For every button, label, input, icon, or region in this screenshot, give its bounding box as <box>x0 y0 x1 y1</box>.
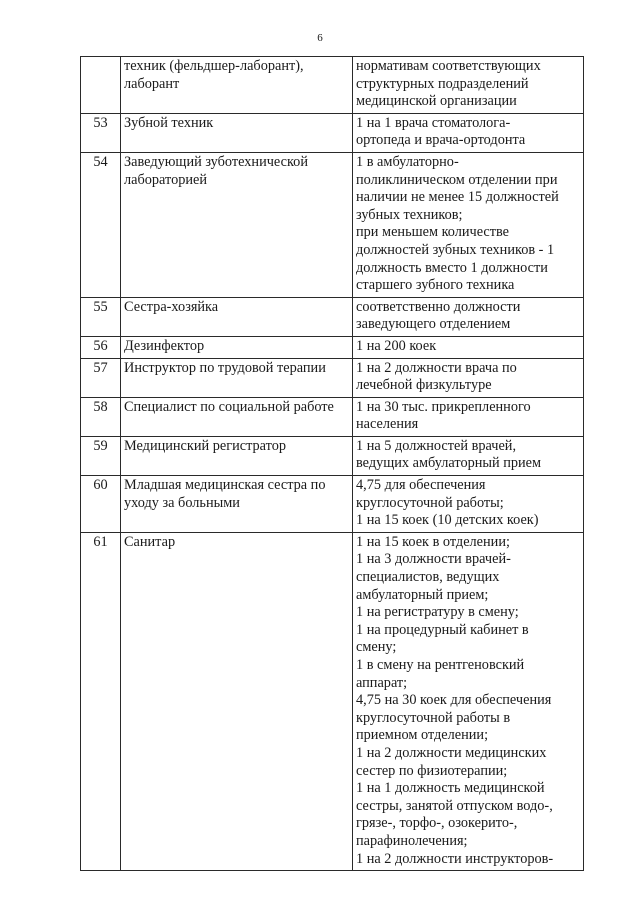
norm-line: амбулаторный прием; <box>356 586 489 603</box>
norm-line: ортопеда и врача-ортодонта <box>356 132 526 149</box>
table-row <box>81 297 584 336</box>
norm-line: 1 на регистратуру в смену; <box>356 604 519 621</box>
norm-line: 1 на 200 коек <box>356 337 437 354</box>
staffing-norm <box>353 152 584 297</box>
position-title <box>121 532 353 870</box>
staffing-norm <box>353 476 584 533</box>
table-row <box>81 476 584 533</box>
row-number: 53 <box>81 113 121 152</box>
position-title <box>121 57 353 114</box>
norm-line: 1 на процедурный кабинет в <box>356 621 529 638</box>
norm-line: 1 на 2 должности врача по <box>356 359 517 376</box>
staffing-norm <box>353 358 584 397</box>
position-line: Заведующий зуботехнической <box>124 153 308 170</box>
norm-line: населения <box>356 416 419 433</box>
norm-line: специалистов, ведущих <box>356 569 500 586</box>
norm-line: 1 на 3 должности врачей- <box>356 551 511 568</box>
position-title <box>121 336 353 358</box>
position-title <box>121 476 353 533</box>
norm-line: смену; <box>356 639 397 656</box>
norm-line: грязе-, торфо-, озокерито-, <box>356 815 518 832</box>
position-title <box>121 152 353 297</box>
position-line: Дезинфектор <box>124 337 205 354</box>
row-number: 54 <box>81 152 121 297</box>
staffing-norm <box>353 57 584 114</box>
norm-line: 1 на 2 должности инструкторов- <box>356 850 554 867</box>
position-line: техник (фельдшер-лаборант), <box>124 58 304 74</box>
norm-line: поликлиническом отделении при <box>356 171 558 188</box>
position-title <box>121 297 353 336</box>
position-line: Сестра-хозяйка <box>124 298 219 315</box>
norm-line: заведующего отделением <box>356 316 511 333</box>
norm-line: соответственно должности <box>356 298 521 315</box>
position-title <box>121 358 353 397</box>
row-number: 56 <box>81 336 121 358</box>
norm-line: 1 на 1 должность медицинской <box>356 780 545 797</box>
table-body <box>81 57 584 871</box>
table-row <box>81 113 584 152</box>
norm-line: при меньшем количестве <box>356 224 510 241</box>
staffing-norm <box>353 397 584 436</box>
position-line: лаборант <box>124 75 180 92</box>
norm-line: парафинолечения; <box>356 832 468 849</box>
position-line: Специалист по социальной работе <box>124 398 334 415</box>
staffing-norm <box>353 436 584 475</box>
staffing-norm <box>353 297 584 336</box>
norm-line: 1 на 5 должностей врачей, <box>356 437 517 454</box>
position-title <box>121 113 353 152</box>
norm-line: ведущих амбулаторный прием <box>356 455 542 472</box>
row-number: 60 <box>81 476 121 533</box>
table-row <box>81 358 584 397</box>
position-line: Санитар <box>124 533 176 550</box>
row-number: 57 <box>81 358 121 397</box>
norm-line: нормативам соответствующих <box>356 58 541 74</box>
position-line: уходу за больными <box>124 494 240 511</box>
norm-line: приемном отделении; <box>356 727 489 744</box>
row-number: 59 <box>81 436 121 475</box>
norm-line: зубных техников; <box>356 206 463 223</box>
norm-line: 1 в амбулаторно- <box>356 153 459 170</box>
norm-line: 1 на 1 врача стоматолога- <box>356 114 511 131</box>
row-number <box>81 57 121 114</box>
table-row <box>81 532 584 870</box>
norm-line: старшего зубного техника <box>356 277 515 294</box>
staffing-norm <box>353 113 584 152</box>
norm-line: структурных подразделений <box>356 75 529 92</box>
position-title <box>121 397 353 436</box>
norm-line: 1 в смену на рентгеновский <box>356 657 525 673</box>
norm-line: круглосуточной работы; <box>356 494 504 511</box>
position-line: Инструктор по трудовой терапии <box>124 359 326 376</box>
table-row <box>81 336 584 358</box>
norm-line: лечебной физкультуре <box>356 377 492 394</box>
table-row <box>81 436 584 475</box>
norm-line: 1 на 2 должности медицинских <box>356 744 547 761</box>
position-line: лабораторией <box>124 171 208 188</box>
table-row <box>81 57 584 114</box>
norm-line: должность вместо 1 должности <box>356 259 548 276</box>
table-row <box>81 152 584 297</box>
norm-line: должностей зубных техников - 1 <box>356 241 555 258</box>
norm-line: 1 на 15 коек (10 детских коек) <box>356 512 539 529</box>
table-row <box>81 397 584 436</box>
norm-line: 1 на 30 тыс. прикрепленного <box>356 398 531 415</box>
norm-line: сестер по физиотерапии; <box>356 762 508 779</box>
page-number: 6 <box>317 32 323 44</box>
position-line: Медицинский регистратор <box>124 437 286 454</box>
row-number: 58 <box>81 397 121 436</box>
norm-line: наличии не менее 15 должностей <box>356 189 559 206</box>
staffing-norm <box>353 532 584 870</box>
row-number: 55 <box>81 297 121 336</box>
norm-line: круглосуточной работы в <box>356 709 511 726</box>
norm-line: 1 на 15 коек в отделении; <box>356 533 510 550</box>
norm-line: 4,75 для обеспечения <box>356 477 486 494</box>
norm-line: медицинской организации <box>356 93 517 110</box>
staffing-norm <box>353 336 584 358</box>
position-line: Младшая медицинская сестра по <box>124 477 326 494</box>
staffing-norms-table <box>80 56 584 871</box>
norm-line: 4,75 на 30 коек для обеспечения <box>356 692 552 709</box>
norm-line: аппарат; <box>356 674 408 691</box>
position-line: Зубной техник <box>124 114 214 131</box>
position-title <box>121 436 353 475</box>
norm-line: сестры, занятой отпуском водо-, <box>356 797 553 814</box>
row-number: 61 <box>81 532 121 870</box>
